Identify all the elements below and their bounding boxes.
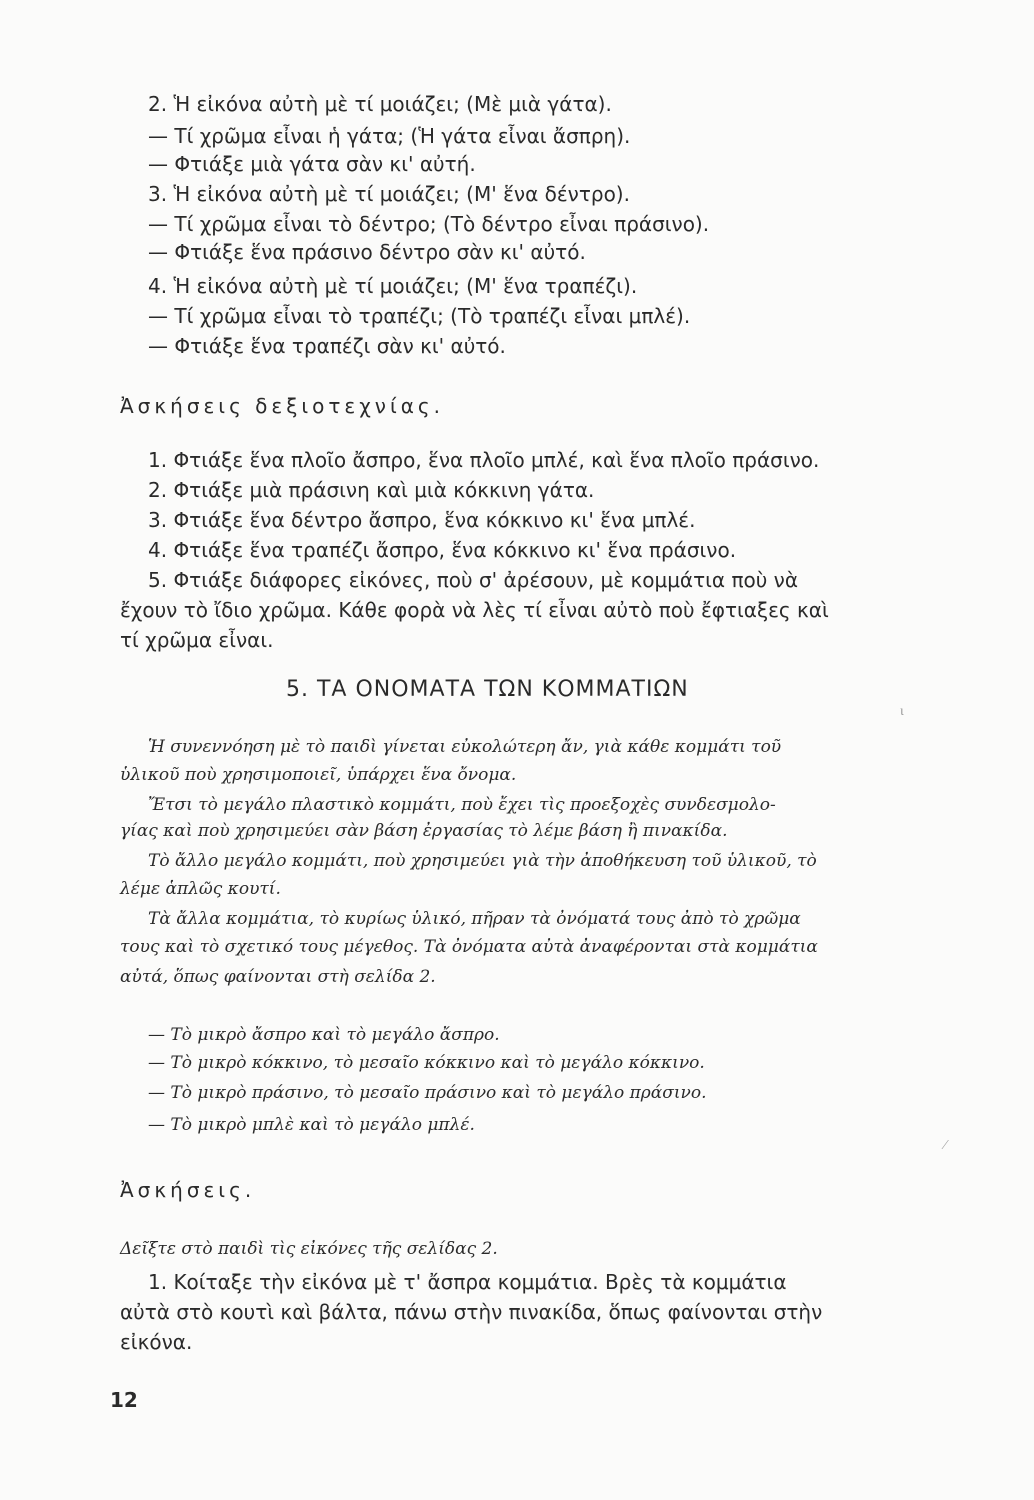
- question-line: — Τί χρῶμα εἶναι ἡ γάτα; (Ἡ γάτα εἶναι ἄσπρη).: [148, 124, 631, 148]
- note-line: Ἔτσι τὸ μεγάλο πλαστικὸ κομμάτι, ποὺ ἔχει τὶς προεξοχὲς συνδεσμολο-: [148, 795, 776, 815]
- note-line: αὐτά, ὅπως φαίνονται στὴ σελίδα 2.: [120, 967, 436, 987]
- exercise-line: 5. Φτιάξε διάφορες εἰκόνες, ποὺ σ' ἀρέσουν, μὲ κομμάτια ποὺ νὰ: [148, 568, 799, 592]
- final-exercise-line: εἰκόνα.: [120, 1330, 193, 1354]
- question-line: — Φτιάξε ἕνα τραπέζι σὰν κι' αὐτό.: [148, 334, 506, 358]
- note-line: Τὸ ἄλλο μεγάλο κομμάτι, ποὺ χρησιμεύει γιὰ τὴν ἀποθήκευση τοῦ ὑλικοῦ, τὸ: [148, 851, 817, 871]
- note-line: Τὰ ἄλλα κομμάτια, τὸ κυρίως ὑλικό, πῆραν τὰ ὀνόματά τους ἀπὸ τὸ χρῶμα: [148, 909, 801, 929]
- question-line: 2. Ἡ εἰκόνα αὐτὴ μὲ τί μοιάζει; (Μὲ μιὰ γάτα).: [148, 92, 612, 116]
- note-line: λέμε ἁπλῶς κουτί.: [120, 879, 281, 899]
- question-line: — Τί χρῶμα εἶναι τὸ δέντρο; (Τὸ δέντρο εἶναι πράσινο).: [148, 212, 710, 236]
- piece-name-line: — Τὸ μικρὸ πράσινο, τὸ μεσαῖο πράσινο καὶ τὸ μεγάλο πράσινο.: [148, 1083, 707, 1103]
- final-exercise-line: 1. Κοίταξε τὴν εἰκόνα μὲ τ' ἄσπρα κομμάτια. Βρὲς τὰ κομμάτια: [148, 1270, 787, 1294]
- question-line: 4. Ἡ εἰκόνα αὐτὴ μὲ τί μοιάζει; (Μ' ἕνα τραπέζι).: [148, 274, 638, 298]
- margin-mark: ι: [900, 704, 904, 719]
- question-line: — Τί χρῶμα εἶναι τὸ τραπέζι; (Τὸ τραπέζι εἶναι μπλέ).: [148, 304, 691, 328]
- page-number: 12: [110, 1388, 138, 1412]
- piece-name-line: — Τὸ μικρὸ κόκκινο, τὸ μεσαῖο κόκκινο καὶ τὸ μεγάλο κόκκινο.: [148, 1053, 705, 1073]
- note-line: ὑλικοῦ ποὺ χρησιμοποιεῖ, ὑπάρχει ἕνα ὄνομα.: [120, 765, 517, 785]
- question-line: 3. Ἡ εἰκόνα αὐτὴ μὲ τί μοιάζει; (Μ' ἕνα δέντρο).: [148, 182, 630, 206]
- piece-name-line: — Τὸ μικρὸ μπλὲ καὶ τὸ μεγάλο μπλέ.: [148, 1115, 475, 1135]
- final-exercise-line: αὐτὰ στὸ κουτὶ καὶ βάλτα, πάνω στὴν πινακίδα, ὅπως φαίνονται στὴν: [120, 1300, 823, 1324]
- note-line: Ἡ συνεννόηση μὲ τὸ παιδὶ γίνεται εὐκολώτερη ἄν, γιὰ κάθε κομμάτι τοῦ: [148, 737, 782, 757]
- exercise-line: 2. Φτιάξε μιὰ πράσινη καὶ μιὰ κόκκινη γάτα.: [148, 478, 595, 502]
- note-line: γίας καὶ ποὺ χρησιμεύει σὰν βάση ἐργασίας τὸ λέμε βάση ἢ πινακίδα.: [120, 821, 728, 841]
- exercise-line: 4. Φτιάξε ἕνα τραπέζι ἄσπρο, ἕνα κόκκινο κι' ἕνα πράσινο.: [148, 538, 737, 562]
- exercise-line: 3. Φτιάξε ἕνα δέντρο ἄσπρο, ἕνα κόκκινο κι' ἕνα μπλέ.: [148, 508, 696, 532]
- margin-mark: ⁄: [944, 1138, 947, 1153]
- piece-name-line: — Τὸ μικρὸ ἄσπρο καὶ τὸ μεγάλο ἄσπρο.: [148, 1025, 500, 1045]
- note-line: τους καὶ τὸ σχετικό τους μέγεθος. Τὰ ὀνόματα αὐτὰ ἀναφέρονται στὰ κομμάτια: [120, 937, 818, 957]
- exercise-line: ἔχουν τὸ ἴδιο χρῶμα. Κάθε φορὰ νὰ λὲς τί εἶναι αὐτὸ ποὺ ἔφτιαξες καὶ: [120, 598, 829, 622]
- section-title: 5. ΤΑ ΟΝΟΜΑΤΑ ΤΩΝ ΚΟΜΜΑΤΙΩΝ: [286, 677, 689, 702]
- exercises-heading: Ἀσκήσεις δεξιοτεχνίας.: [120, 394, 444, 418]
- exercise-line: 1. Φτιάξε ἕνα πλοῖο ἄσπρο, ἕνα πλοῖο μπλέ, καὶ ἕνα πλοῖο πράσινο.: [148, 448, 820, 472]
- question-line: — Φτιάξε μιὰ γάτα σὰν κι' αὐτή.: [148, 152, 476, 176]
- question-line: — Φτιάξε ἕνα πράσινο δέντρο σὰν κι' αὐτό.: [148, 240, 586, 264]
- exercises2-heading: Ἀσκήσεις.: [120, 1178, 256, 1202]
- instruction-line: Δεῖξτε στὸ παιδὶ τὶς εἰκόνες τῆς σελίδας 2.: [120, 1239, 498, 1259]
- exercise-line: τί χρῶμα εἶναι.: [120, 628, 274, 652]
